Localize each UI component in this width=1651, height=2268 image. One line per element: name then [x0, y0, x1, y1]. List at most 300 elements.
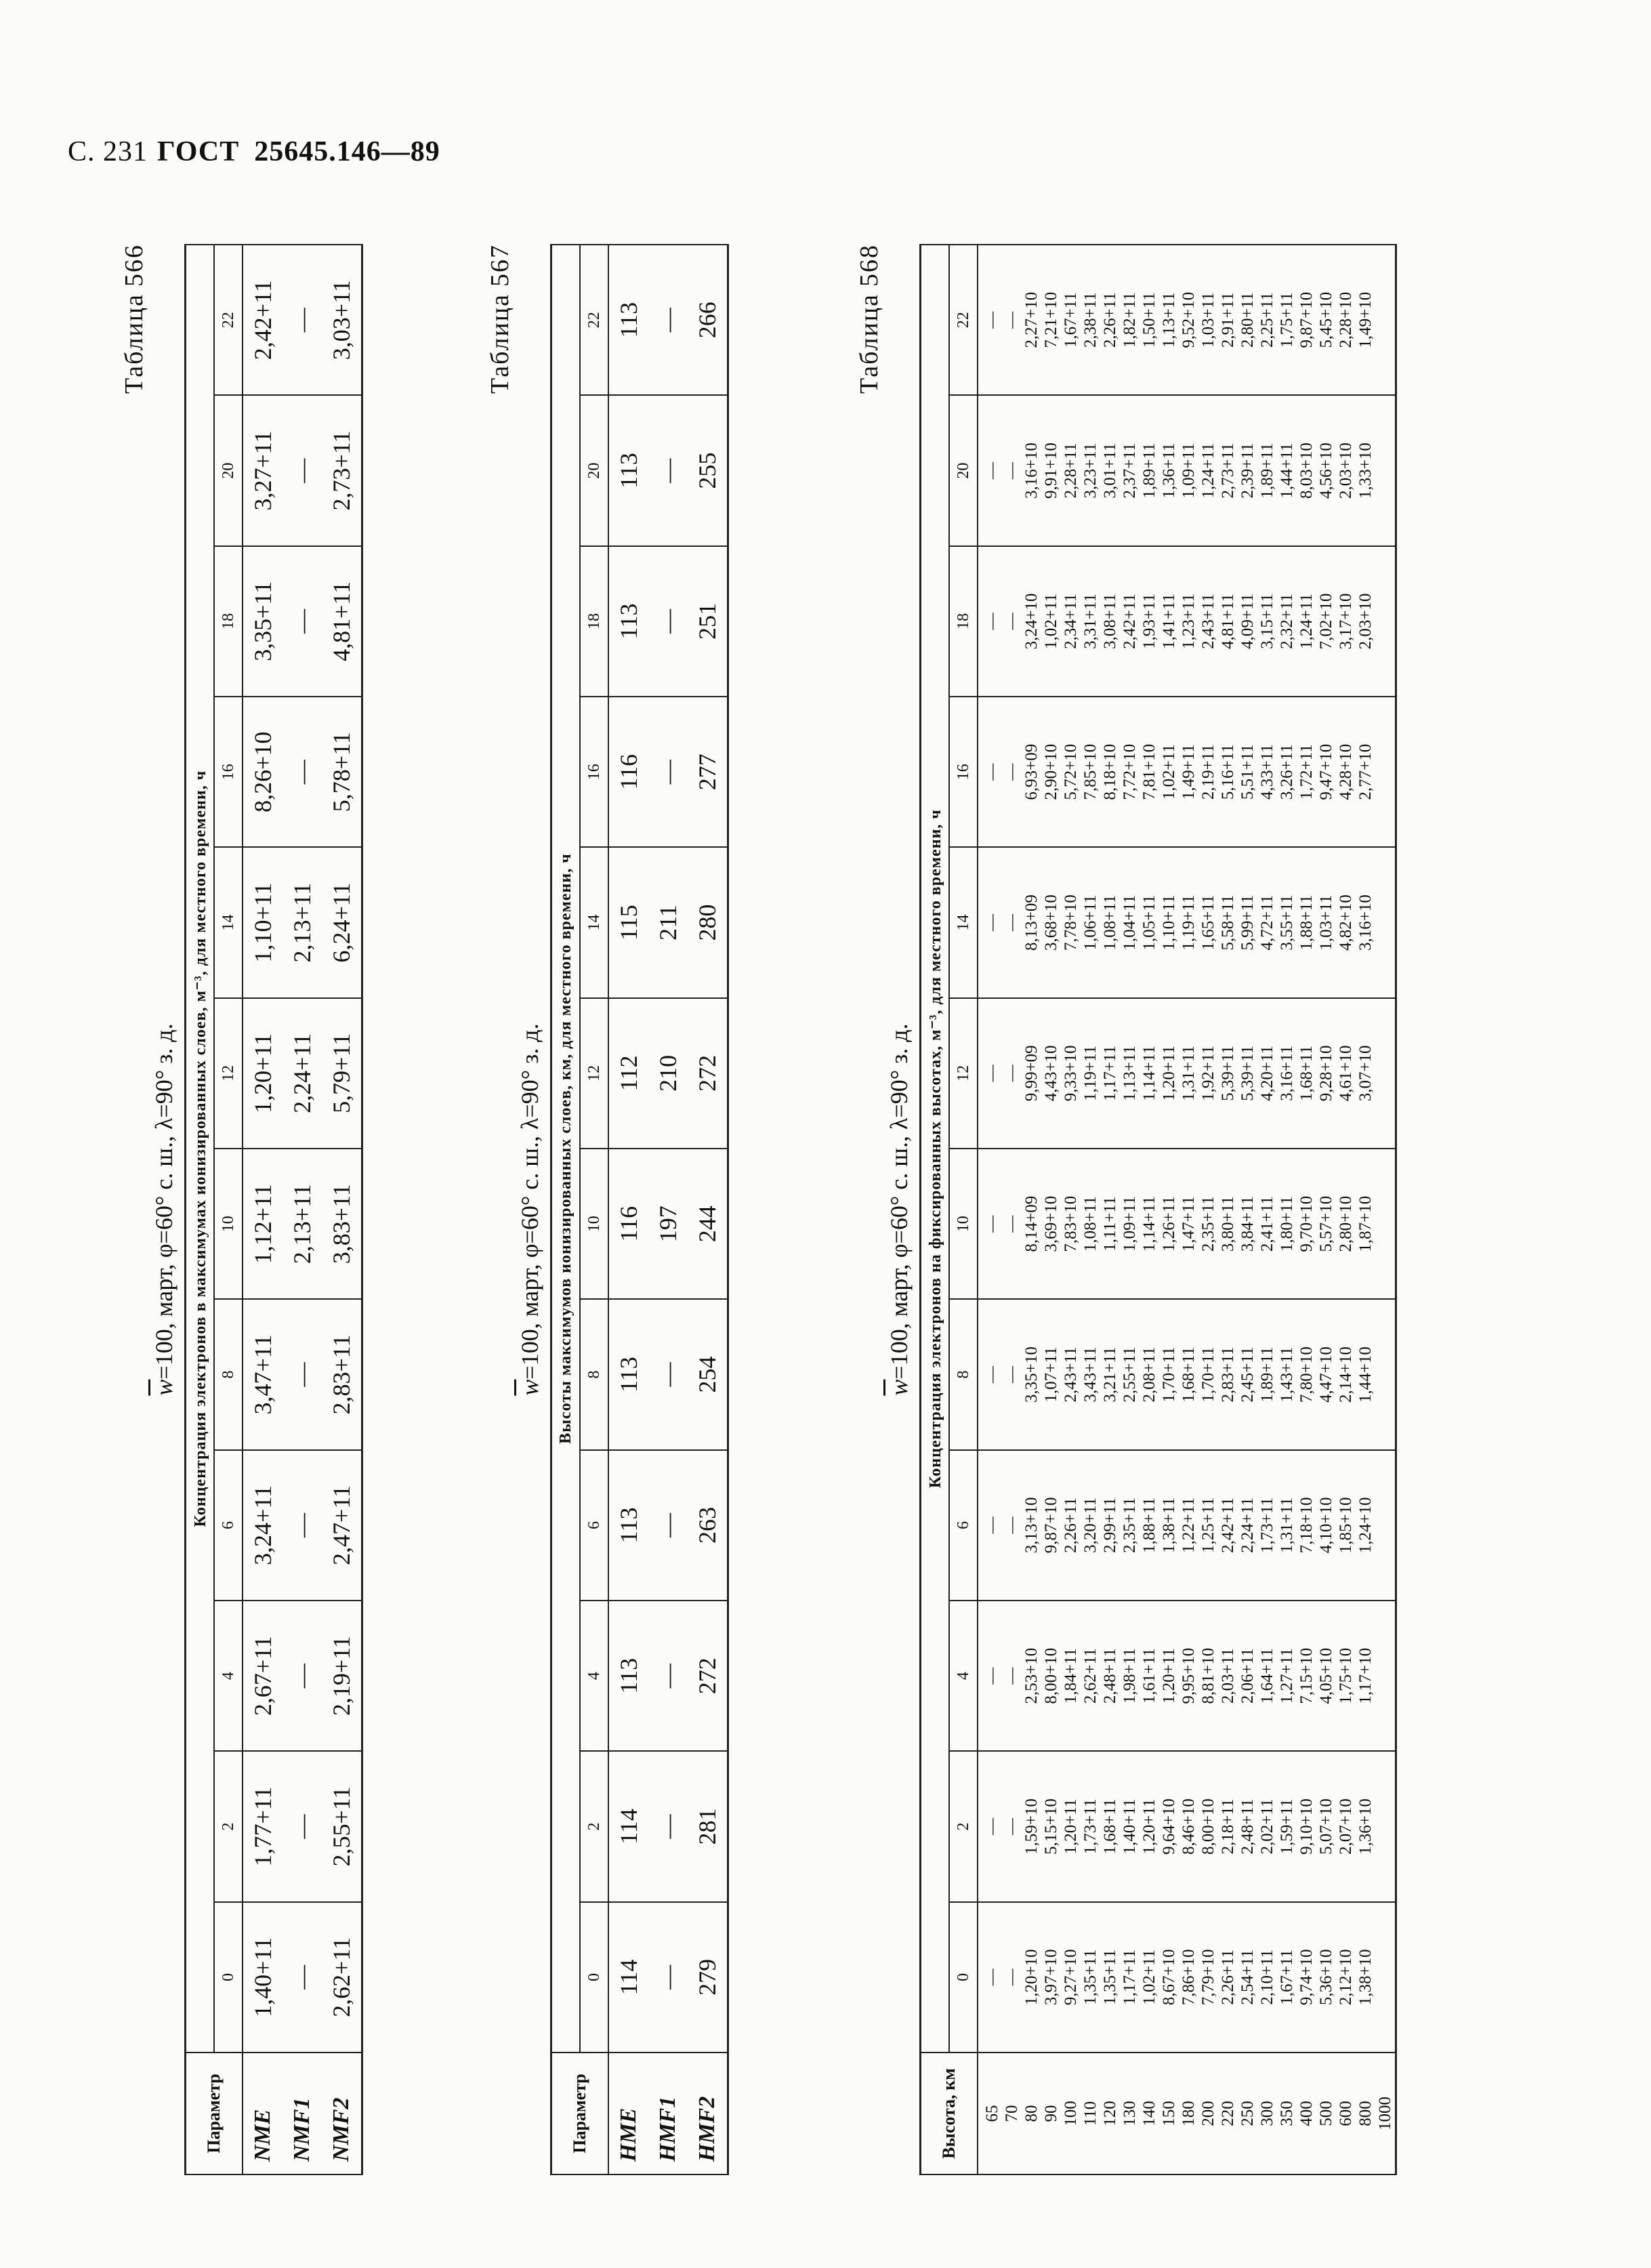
hour-header: 18: [214, 546, 243, 697]
value-cell: 277: [688, 697, 728, 847]
value-column: [978, 1149, 1396, 1299]
value-cell: 1,17+11: [1101, 1045, 1119, 1101]
value-cell: —: [983, 1215, 1001, 1233]
value-cell: —: [283, 1450, 322, 1601]
value-cell: 2,42+11: [243, 245, 283, 395]
value-cell: 3,20+11: [1081, 1497, 1100, 1553]
value-cell: 4,61+10: [1337, 1045, 1355, 1102]
value-cell: 1,49+11: [1179, 744, 1198, 800]
value-cell: 1,35+11: [1101, 1949, 1119, 2005]
value-cell: 2,39+11: [1238, 442, 1257, 499]
value-cell: 3,69+10: [1042, 1195, 1060, 1252]
hour-header: 10: [580, 1149, 608, 1299]
value-cell: 1,87+10: [1356, 1195, 1375, 1252]
value-cell: —: [1003, 914, 1021, 932]
hour-header: 8: [580, 1299, 608, 1449]
height-value: 600: [1337, 2101, 1355, 2126]
value-cell: —: [1003, 1818, 1021, 1836]
value-cell: 7,80+10: [1297, 1346, 1316, 1403]
value-cell: 2,26+11: [1101, 292, 1119, 348]
value-cell: 2,35+11: [1199, 1196, 1217, 1252]
value-cell: 1,31+11: [1179, 1045, 1198, 1101]
value-cell: 281: [688, 1751, 728, 1901]
height-value: 150: [1160, 2101, 1178, 2126]
value-cell: 2,13+11: [283, 847, 322, 997]
value-cell: 1,44+10: [1356, 1346, 1375, 1403]
hour-header: 18: [949, 546, 978, 697]
hour-header: 6: [214, 1450, 243, 1601]
value-cell: 5,78+11: [322, 697, 362, 847]
height-value: 1000: [1376, 2097, 1394, 2130]
value-cell: —: [1003, 462, 1021, 480]
value-cell: 1,40+11: [1121, 1798, 1139, 1855]
value-cell: 1,72+11: [1297, 744, 1316, 800]
value-cell: 1,89+11: [1140, 442, 1158, 499]
value-column: [978, 1450, 1396, 1601]
value-cell: 3,80+11: [1219, 1196, 1237, 1252]
value-cell: 4,33+11: [1258, 744, 1276, 800]
value-cell: 1,14+11: [1140, 1196, 1158, 1252]
value-cell: 1,24+11: [1297, 593, 1316, 649]
value-cell: —: [648, 395, 688, 545]
hour-header: 20: [214, 395, 243, 545]
value-cell: 1,41+11: [1160, 593, 1178, 649]
value-cell: 1,65+11: [1199, 894, 1217, 951]
value-cell: 1,25+11: [1199, 1497, 1217, 1553]
table-row: [322, 245, 362, 2174]
value-cell: 4,05+10: [1317, 1647, 1335, 1704]
value-cell: 2,43+11: [1199, 593, 1217, 649]
value-cell: 2,54+11: [1238, 1949, 1257, 2005]
value-cell: —: [648, 1902, 688, 2053]
value-cell: 4,72+11: [1258, 894, 1276, 951]
value-cell: 1,77+11: [243, 1751, 283, 1901]
value-cell: 2,03+11: [1219, 1648, 1237, 1704]
value-cell: 1,07+11: [1042, 1346, 1060, 1403]
hour-header: 8: [949, 1299, 978, 1449]
value-cell: 2,35+11: [1121, 1497, 1139, 1553]
value-cell: —: [648, 245, 688, 395]
table-568: [919, 244, 1397, 2175]
value-cell: 5,99+11: [1238, 894, 1257, 951]
value-cell: 2,53+10: [1022, 1647, 1041, 1704]
value-cell: 9,64+10: [1160, 1798, 1178, 1855]
standard-label: ГОСТ: [157, 136, 240, 167]
value-cell: 2,42+11: [1219, 1497, 1237, 1553]
value-cell: 2,25+11: [1258, 292, 1276, 348]
value-cell: 2,18+11: [1219, 1798, 1237, 1855]
value-cell: 9,10+10: [1297, 1798, 1316, 1855]
hour-header: 14: [214, 847, 243, 997]
value-cell: 5,79+11: [322, 998, 362, 1149]
value-cell: 1,19+11: [1081, 1045, 1100, 1101]
value-cell: —: [1003, 763, 1021, 781]
height-value: 130: [1121, 2101, 1139, 2126]
value-cell: 2,62+11: [322, 1902, 362, 2053]
value-cell: 9,33+10: [1062, 1045, 1080, 1102]
value-cell: —: [1003, 311, 1021, 329]
value-cell: 1,70+11: [1160, 1346, 1178, 1403]
value-cell: 1,20+11: [1140, 1798, 1158, 1855]
value-cell: 1,33+10: [1356, 442, 1375, 499]
height-value: 350: [1278, 2101, 1296, 2126]
value-cell: 3,83+11: [322, 1149, 362, 1299]
value-cell: 1,20+11: [1160, 1045, 1178, 1101]
value-cell: 1,75+11: [1278, 292, 1296, 348]
value-cell: 2,03+10: [1356, 593, 1375, 650]
value-cell: 3,23+11: [1081, 442, 1100, 499]
value-cell: 1,89+11: [1258, 1346, 1276, 1403]
value-cell: 2,24+11: [1238, 1497, 1257, 1553]
value-cell: 2,08+11: [1140, 1346, 1158, 1403]
height-value: 65: [983, 2105, 1001, 2122]
value-cell: 5,15+10: [1042, 1798, 1060, 1855]
value-cell: 113: [608, 546, 648, 697]
table-row: [243, 245, 283, 2174]
table-row: [648, 245, 688, 2174]
value-cell: 1,49+10: [1356, 291, 1375, 348]
table-566-label: Таблица566: [120, 244, 148, 394]
value-cell: —: [648, 1450, 688, 1601]
hour-header: 12: [949, 998, 978, 1149]
value-cell: 2,48+11: [1238, 1798, 1257, 1855]
value-cell: —: [983, 1366, 1001, 1384]
param-header: Параметр: [551, 2053, 609, 2174]
value-cell: 272: [688, 1601, 728, 1751]
value-cell: 9,91+10: [1042, 442, 1060, 499]
value-cell: 2,42+11: [1121, 593, 1139, 649]
unit-header: Высоты максимумов ионизированных слоев, км, для местного времени, ч: [551, 245, 581, 2053]
hour-header: 14: [949, 847, 978, 997]
value-cell: 4,10+10: [1317, 1497, 1335, 1554]
value-column: [978, 1902, 1396, 2053]
value-cell: 116: [608, 697, 648, 847]
value-cell: 1,59+11: [1278, 1798, 1296, 1855]
value-cell: 2,41+11: [1258, 1196, 1276, 1252]
value-cell: 1,38+11: [1160, 1497, 1178, 1553]
value-cell: 2,13+11: [283, 1149, 322, 1299]
hour-header: 0: [214, 1902, 243, 2053]
value-cell: 251: [688, 546, 728, 697]
value-cell: 3,24+11: [243, 1450, 283, 1601]
value-cell: 2,12+10: [1337, 1949, 1355, 2006]
value-cell: 9,74+10: [1297, 1949, 1316, 2006]
value-cell: 2,45+11: [1238, 1346, 1257, 1403]
height-value: 200: [1199, 2101, 1217, 2126]
height-value: 100: [1062, 2101, 1080, 2126]
value-cell: 3,21+11: [1101, 1346, 1119, 1403]
hour-header: 12: [214, 998, 243, 1149]
height-value: 90: [1042, 2105, 1060, 2122]
value-cell: 2,90+10: [1042, 743, 1060, 800]
value-cell: 1,61+11: [1140, 1648, 1158, 1704]
value-cell: —: [1003, 1065, 1021, 1082]
value-cell: 1,05+11: [1140, 894, 1158, 951]
value-cell: —: [1003, 1215, 1021, 1233]
value-column: [978, 998, 1396, 1149]
value-cell: 2,14+10: [1337, 1346, 1355, 1403]
value-cell: 3,31+11: [1081, 593, 1100, 649]
value-cell: 8,03+10: [1297, 442, 1316, 499]
value-cell: 3,24+10: [1022, 593, 1041, 650]
table-568-caption: $\overline{w}=100$, март, φ=60° с. ш., λ=90° з. д.: [885, 1023, 913, 1396]
value-cell: 2,28+10: [1337, 291, 1355, 348]
value-cell: —: [983, 1818, 1001, 1836]
value-cell: 3,03+11: [322, 245, 362, 395]
value-cell: 1,88+11: [1297, 894, 1316, 951]
standard-number: 25645.146—89: [254, 136, 440, 167]
value-cell: 3,35+10: [1022, 1346, 1041, 1403]
value-cell: 1,75+10: [1337, 1647, 1355, 1704]
value-cell: 113: [608, 395, 648, 545]
hour-header: 4: [580, 1601, 608, 1751]
value-cell: 1,43+11: [1278, 1346, 1296, 1403]
value-cell: 2,80+10: [1337, 1195, 1355, 1252]
value-cell: 1,36+10: [1356, 1798, 1375, 1855]
value-cell: 2,26+11: [1062, 1497, 1080, 1553]
hour-header: 0: [949, 1902, 978, 2053]
value-cell: 2,73+11: [322, 395, 362, 545]
value-cell: 5,72+10: [1062, 743, 1080, 800]
value-cell: —: [283, 1902, 322, 2053]
value-cell: 197: [648, 1149, 688, 1299]
value-cell: 2,26+11: [1219, 1949, 1237, 2005]
value-cell: 116: [608, 1149, 648, 1299]
value-cell: 1,24+11: [1199, 442, 1217, 499]
value-cell: 3,26+11: [1278, 744, 1296, 800]
value-cell: 1,36+11: [1160, 442, 1178, 499]
value-cell: 1,82+11: [1121, 292, 1139, 348]
value-cell: 2,80+11: [1238, 292, 1257, 348]
height-value: 300: [1258, 2101, 1276, 2126]
value-cell: 272: [688, 998, 728, 1149]
value-cell: —: [1003, 613, 1021, 630]
hour-header: 22: [580, 245, 608, 395]
value-cell: 3,47+11: [243, 1299, 283, 1449]
value-cell: 9,28+10: [1317, 1045, 1335, 1102]
value-cell: 4,09+11: [1238, 593, 1257, 649]
value-cell: 1,89+11: [1258, 442, 1276, 499]
table-566: [184, 244, 363, 2175]
value-cell: 5,36+10: [1317, 1949, 1335, 2006]
value-cell: 210: [648, 998, 688, 1149]
table-567: [550, 244, 729, 2175]
value-cell: 114: [608, 1902, 648, 2053]
value-cell: —: [1003, 1667, 1021, 1685]
value-cell: 1,09+11: [1179, 442, 1198, 499]
value-cell: 1,20+11: [1160, 1648, 1178, 1704]
value-cell: 3,17+10: [1337, 593, 1355, 650]
value-cell: 1,10+11: [1160, 894, 1178, 951]
param-name: NME: [243, 2053, 283, 2174]
height-value: 80: [1022, 2105, 1041, 2122]
value-cell: 2,83+11: [322, 1299, 362, 1449]
value-cell: 4,43+10: [1042, 1045, 1060, 1102]
value-cell: 1,38+10: [1356, 1949, 1375, 2006]
value-cell: 8,46+10: [1179, 1798, 1198, 1855]
value-cell: 9,99+09: [1022, 1045, 1041, 1102]
hour-header: 4: [214, 1601, 243, 1751]
value-column: [978, 546, 1396, 697]
value-cell: —: [983, 1667, 1001, 1685]
value-cell: 4,56+10: [1317, 442, 1335, 499]
value-cell: 3,16+11: [1278, 1045, 1296, 1101]
value-cell: 3,68+10: [1042, 894, 1060, 951]
table-567-section: [488, 244, 729, 2175]
value-cell: 3,55+11: [1278, 894, 1296, 951]
value-column: [978, 697, 1396, 847]
value-cell: 3,16+10: [1022, 442, 1041, 499]
value-cell: 1,40+11: [243, 1902, 283, 2053]
value-cell: 3,16+10: [1356, 894, 1375, 951]
value-cell: 8,67+10: [1160, 1949, 1178, 2006]
param-name: HMF2: [688, 2053, 728, 2174]
value-cell: 2,02+11: [1258, 1798, 1276, 1855]
value-cell: 3,27+11: [243, 395, 283, 545]
value-cell: —: [283, 395, 322, 545]
value-cell: —: [1003, 1366, 1021, 1384]
value-cell: 7,15+10: [1297, 1647, 1316, 1704]
height-value: 110: [1081, 2101, 1100, 2126]
value-cell: 1,08+11: [1101, 894, 1119, 951]
value-cell: 1,17+11: [1121, 1949, 1139, 2005]
value-cell: —: [283, 697, 322, 847]
value-cell: 1,24+10: [1356, 1497, 1375, 1554]
hour-header: 16: [214, 697, 243, 847]
value-cell: 2,19+11: [322, 1601, 362, 1751]
value-cell: —: [283, 1299, 322, 1449]
height-column: [978, 2053, 1396, 2174]
value-cell: 7,86+10: [1179, 1949, 1198, 2006]
hour-header: 20: [580, 395, 608, 545]
table-568-label: Таблица568: [855, 244, 883, 394]
value-cell: —: [283, 1751, 322, 1901]
value-cell: 7,02+10: [1317, 593, 1335, 650]
value-cell: 1,19+11: [1179, 894, 1198, 951]
height-value: 220: [1219, 2101, 1237, 2126]
value-cell: 2,55+11: [1121, 1346, 1139, 1403]
value-cell: 7,21+10: [1042, 291, 1060, 348]
height-value: 250: [1238, 2101, 1257, 2126]
value-cell: 211: [648, 847, 688, 997]
value-cell: 7,83+10: [1062, 1195, 1080, 1252]
hour-header: 6: [580, 1450, 608, 1601]
hour-header: 4: [949, 1601, 978, 1751]
hour-header: 16: [949, 697, 978, 847]
value-cell: 5,51+11: [1238, 744, 1257, 800]
hour-header: 0: [580, 1902, 608, 2053]
value-cell: 2,62+11: [1081, 1648, 1100, 1704]
table-row: [608, 245, 648, 2174]
hour-header: 2: [949, 1751, 978, 1901]
value-cell: 9,27+10: [1062, 1949, 1080, 2006]
value-column: [978, 1601, 1396, 1751]
value-cell: 1,67+11: [1062, 292, 1080, 348]
value-cell: 8,26+10: [243, 697, 283, 847]
value-cell: 4,81+11: [1219, 593, 1237, 649]
value-cell: 244: [688, 1149, 728, 1299]
table-567-label: Таблица567: [486, 244, 514, 394]
height-value: 500: [1317, 2101, 1335, 2126]
page-number: С. 231: [68, 136, 148, 167]
value-cell: 1,02+11: [1042, 593, 1060, 649]
value-cell: 1,64+11: [1258, 1648, 1276, 1704]
height-value: 400: [1297, 2101, 1316, 2126]
value-cell: 2,03+10: [1337, 442, 1355, 499]
value-cell: 1,85+10: [1337, 1497, 1355, 1554]
value-cell: 1,31+11: [1278, 1497, 1296, 1553]
value-column: [978, 1751, 1396, 1901]
value-cell: 115: [608, 847, 648, 997]
value-cell: —: [648, 546, 688, 697]
value-cell: 279: [688, 1902, 728, 2053]
value-cell: 7,85+10: [1081, 743, 1100, 800]
height-value: 180: [1179, 2101, 1198, 2126]
value-cell: 1,88+11: [1140, 1497, 1158, 1553]
value-cell: 9,52+10: [1179, 291, 1198, 348]
param-header: Параметр: [186, 2053, 243, 2174]
value-cell: 1,47+11: [1179, 1196, 1198, 1252]
value-cell: 1,26+11: [1160, 1196, 1178, 1252]
value-cell: 5,58+11: [1219, 894, 1237, 951]
hour-header: 8: [214, 1299, 243, 1449]
value-cell: —: [1003, 1968, 1021, 1986]
value-cell: 1,13+11: [1160, 292, 1178, 348]
value-cell: 112: [608, 998, 648, 1149]
value-cell: 7,81+10: [1140, 743, 1158, 800]
value-cell: 1,73+11: [1081, 1798, 1100, 1855]
value-cell: 254: [688, 1299, 728, 1449]
value-cell: —: [983, 1517, 1001, 1534]
value-cell: 3,01+11: [1101, 442, 1119, 499]
value-column: [978, 847, 1396, 997]
value-cell: 1,04+11: [1121, 894, 1139, 951]
value-cell: 3,97+10: [1042, 1949, 1060, 2006]
value-cell: —: [983, 763, 1001, 781]
value-cell: 2,28+11: [1062, 442, 1080, 499]
height-header: Высота, км: [921, 2053, 978, 2174]
value-cell: 7,72+10: [1121, 743, 1139, 800]
value-cell: 2,32+11: [1278, 593, 1296, 649]
value-cell: 3,15+11: [1258, 593, 1276, 649]
value-cell: 3,43+11: [1081, 1346, 1100, 1403]
value-cell: 1,06+11: [1081, 894, 1100, 951]
value-cell: —: [983, 462, 1001, 480]
param-name: NMF2: [322, 2053, 362, 2174]
value-cell: 1,68+11: [1297, 1045, 1316, 1101]
value-cell: 8,00+10: [1042, 1647, 1060, 1704]
value-cell: 9,95+10: [1179, 1647, 1198, 1704]
hour-header: 22: [214, 245, 243, 395]
value-cell: 9,87+10: [1297, 291, 1316, 348]
hour-header: 16: [580, 697, 608, 847]
hour-header: 20: [949, 395, 978, 545]
value-cell: 1,68+11: [1101, 1798, 1119, 1855]
value-cell: 114: [608, 1751, 648, 1901]
value-cell: 5,45+10: [1317, 291, 1335, 348]
value-cell: 2,67+11: [243, 1601, 283, 1751]
value-cell: 113: [608, 1601, 648, 1751]
value-cell: 9,70+10: [1297, 1195, 1316, 1252]
value-cell: 7,79+10: [1199, 1949, 1217, 2006]
value-cell: 1,12+11: [243, 1149, 283, 1299]
value-cell: 1,35+11: [1081, 1949, 1100, 2005]
value-cell: 1,03+11: [1317, 894, 1335, 951]
value-cell: —: [283, 1601, 322, 1751]
table-row: [283, 245, 322, 2174]
table-568-section: [857, 244, 1397, 2175]
value-cell: 113: [608, 1299, 648, 1449]
